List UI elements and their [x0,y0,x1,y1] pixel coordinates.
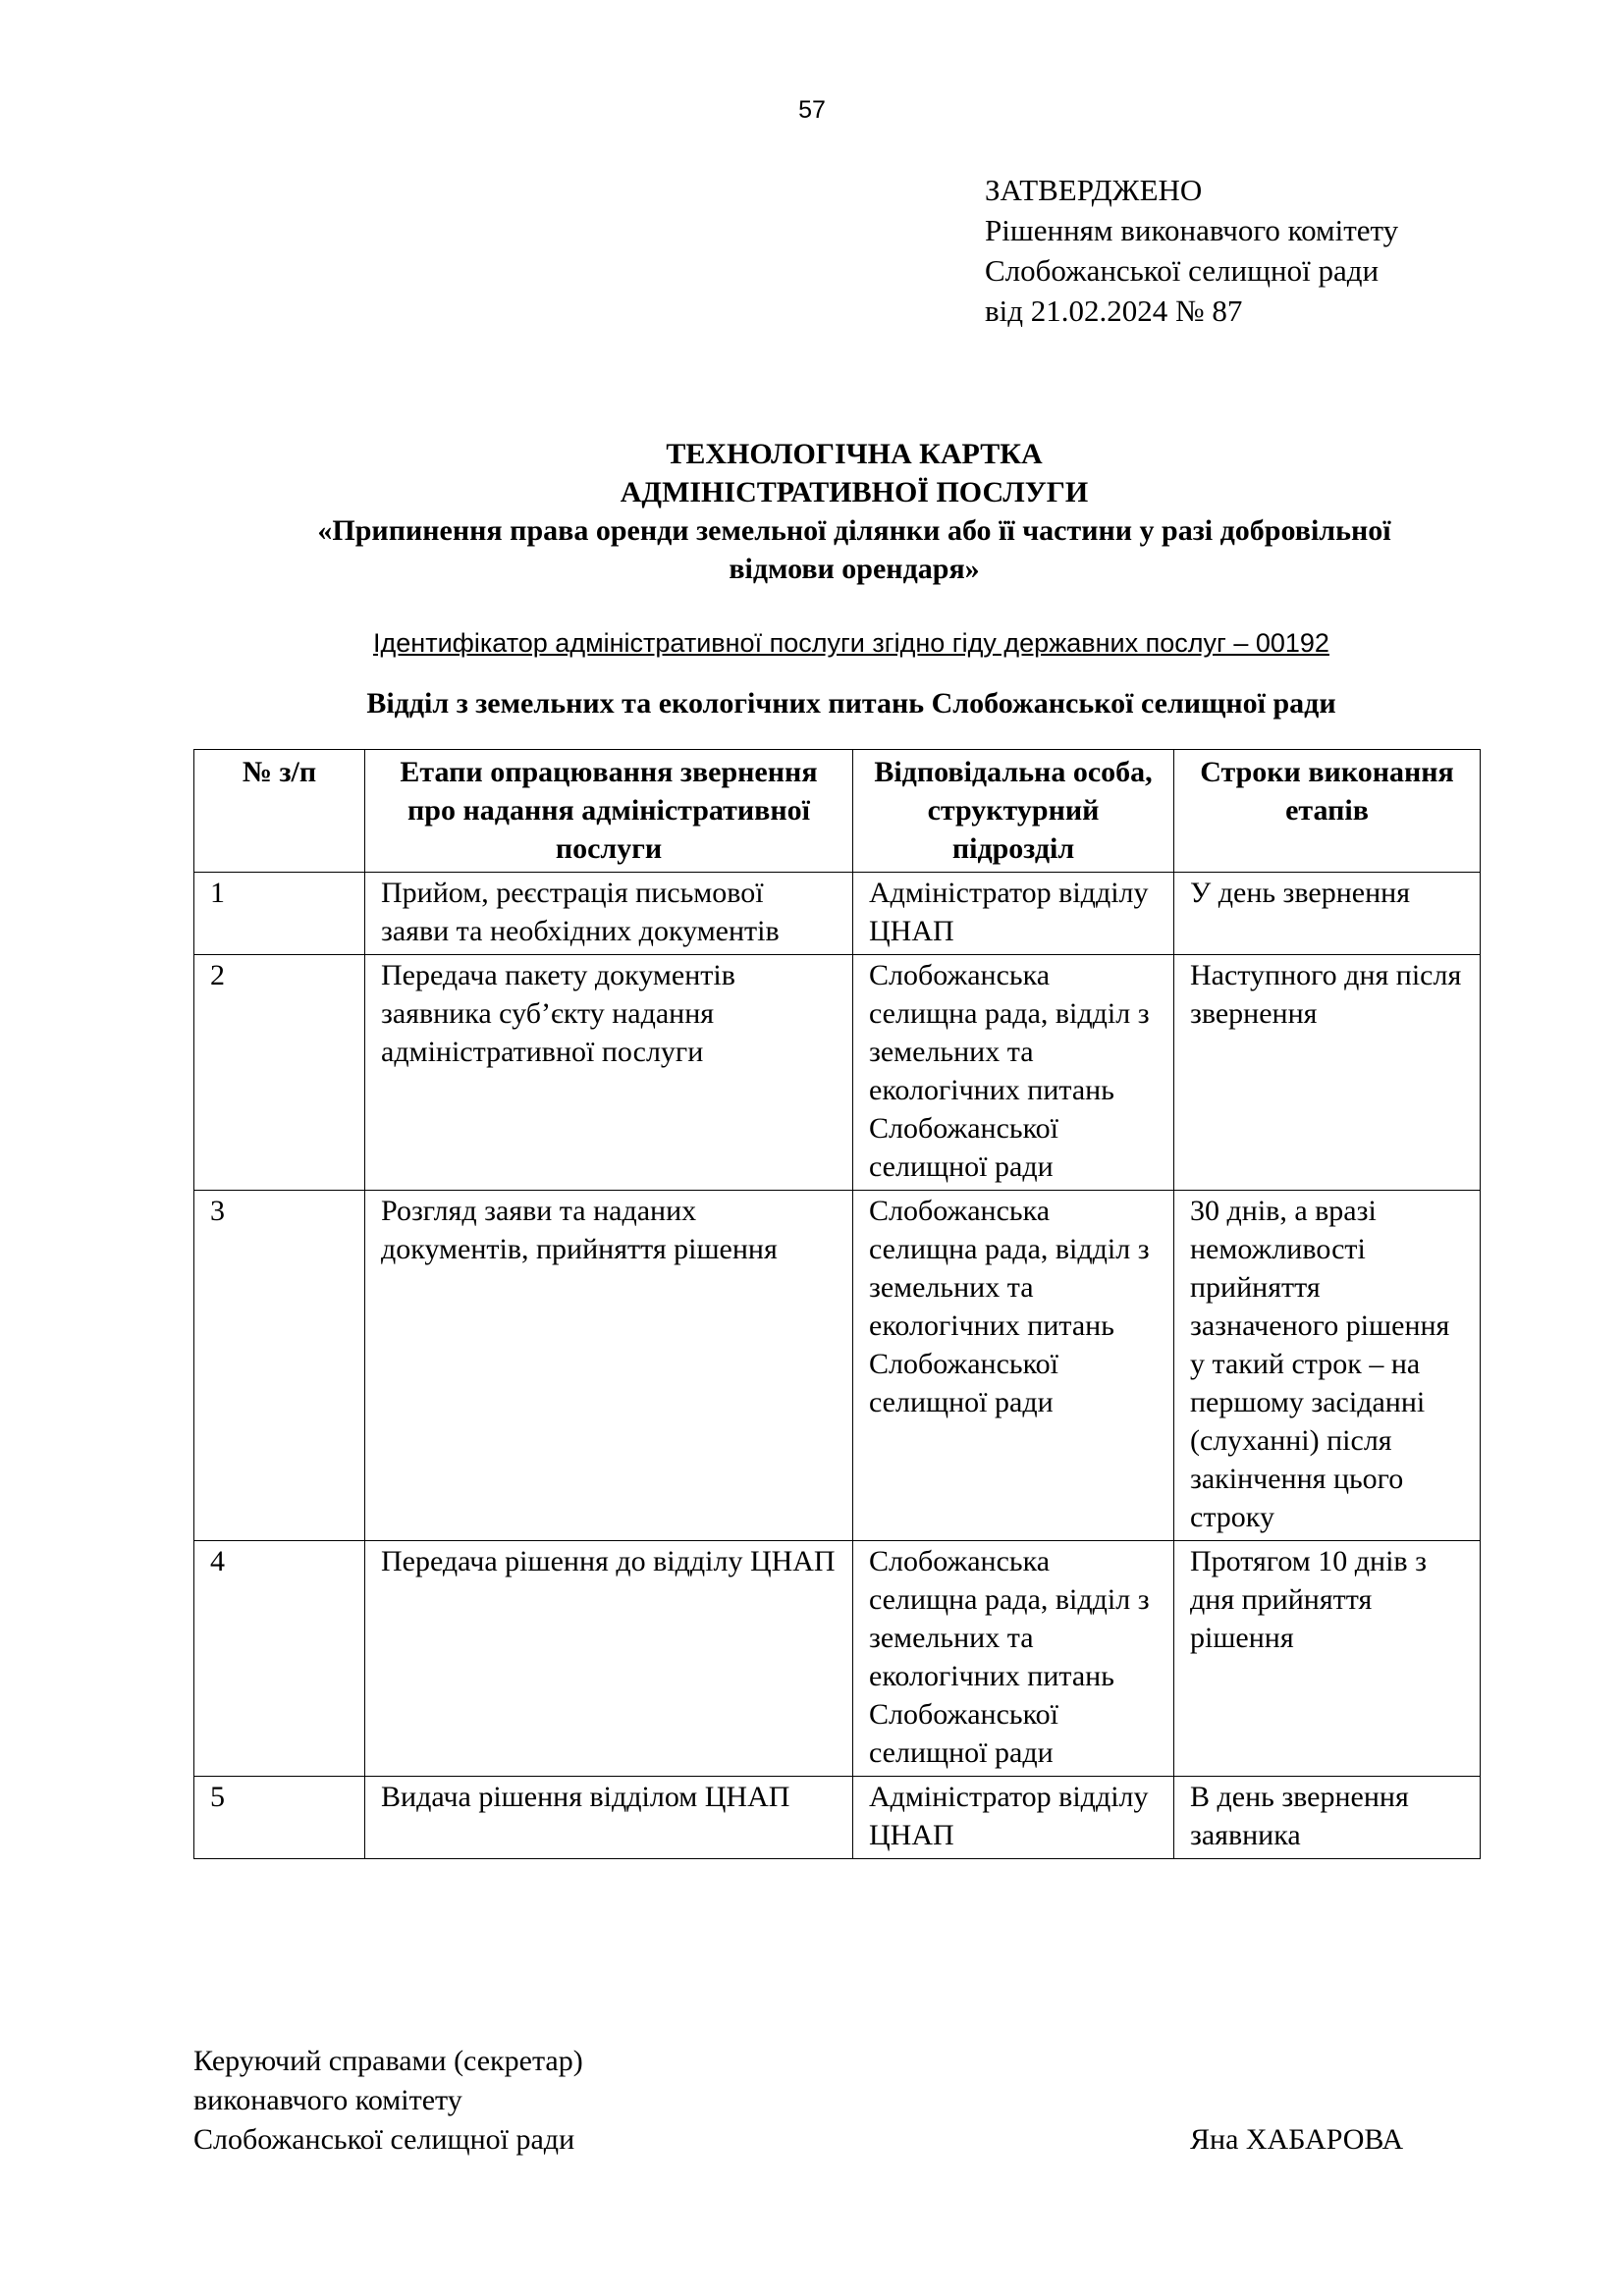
page-number: 57 [798,96,826,124]
row-stage: Розгляд заяви та наданих документів, прийняття рішення [365,1191,853,1541]
approval-stamp [985,170,1398,331]
header-stage: Етапи опрацювання звернення про надання адміністративної послуги [365,750,853,873]
header-term: Строки виконання етапів [1174,750,1481,873]
service-identifier: Ідентифікатор адміністративної послуги згідно гіду державних послуг – 00192 [373,628,1329,658]
row-responsible: Адміністратор відділу ЦНАП [853,1777,1174,1859]
table-header-row [194,750,1481,873]
approval-line-4: від 21.02.2024 № 87 [985,294,1243,328]
row-responsible: Адміністратор відділу ЦНАП [853,873,1174,955]
row-stage: Передача рішення до відділу ЦНАП [365,1541,853,1777]
document-title [177,435,1532,588]
table-row [194,873,1481,955]
signer-name: Яна ХАБАРОВА [1190,2123,1404,2156]
table-row [194,1191,1481,1541]
table-row [194,955,1481,1191]
row-number: 3 [194,1191,365,1541]
approval-line-1: ЗАТВЕРДЖЕНО [985,173,1203,207]
title-line-3: «Припинення права оренди земельної ділянки або її частини у разі добровільної [317,514,1391,547]
row-term: 30 днів, а вразі неможливості прийняття зазначеного рішення у такий строк – на першому засіданні (слуханні) після закінчення цього строку [1174,1191,1481,1541]
row-stage: Видача рішення відділом ЦНАП [365,1777,853,1859]
department-heading: Відділ з земельних та екологічних питань Слобожанської селищної ради [366,687,1336,720]
row-term: У день звернення [1174,873,1481,955]
signature-block [193,2042,583,2160]
stages-table [193,749,1481,1859]
row-responsible: Слобожанська селищна рада, відділ з земельних та екологічних питань Слобожанської селищної ради [853,1191,1174,1541]
title-line-1: ТЕХНОЛОГІЧНА КАРТКА [666,438,1043,470]
title-line-2: АДМІНІСТРАТИВНОЇ ПОСЛУГИ [620,476,1089,508]
row-stage: Прийом, реєстрація письмової заяви та необхідних документів [365,873,853,955]
signature-line-2: виконавчого комітету [193,2084,462,2116]
row-term: В день звернення заявника [1174,1777,1481,1859]
row-responsible: Слобожанська селищна рада, відділ з земельних та екологічних питань Слобожанської селищної ради [853,1541,1174,1777]
row-number: 4 [194,1541,365,1777]
row-number: 2 [194,955,365,1191]
row-number: 1 [194,873,365,955]
table-row [194,1541,1481,1777]
signature-line-3: Слобожанської селищної ради [193,2123,575,2156]
row-responsible: Слобожанська селищна рада, відділ з земельних та екологічних питань Слобожанської селищної ради [853,955,1174,1191]
signature-line-1: Керуючий справами (секретар) [193,2045,583,2077]
header-responsible: Відповідальна особа, структурний підрозділ [853,750,1174,873]
row-term: Наступного дня після звернення [1174,955,1481,1191]
row-term: Протягом 10 днів з дня прийняття рішення [1174,1541,1481,1777]
approval-line-2: Рішенням виконавчого комітету [985,213,1399,247]
row-number: 5 [194,1777,365,1859]
title-line-4: відмови орендаря» [729,553,980,585]
header-number: № з/п [194,750,365,873]
approval-line-3: Слобожанської селищної ради [985,253,1380,288]
row-stage: Передача пакету документів заявника суб’єкту надання адміністративної послуги [365,955,853,1191]
table-row [194,1777,1481,1859]
